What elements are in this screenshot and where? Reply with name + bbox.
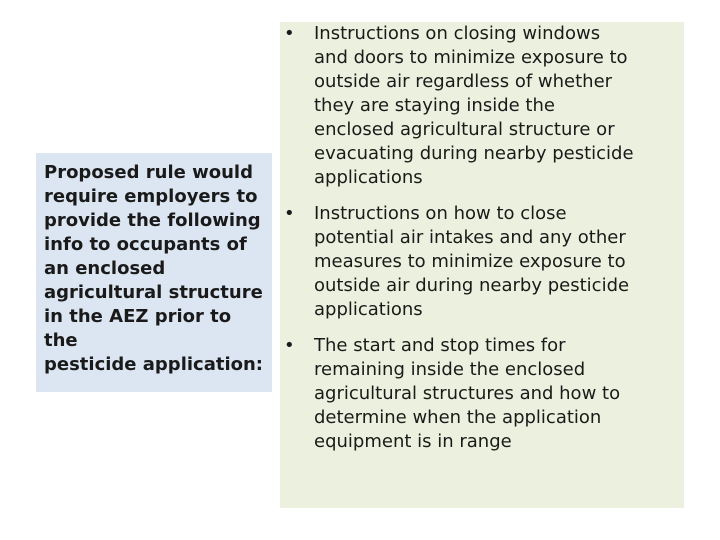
bullet-icon: • xyxy=(284,203,295,224)
requirement-text: The start and stop times for remaining inside the enclosed agricultural structures and how to determine when the application equipment is in range xyxy=(314,335,621,452)
requirement-item-windows xyxy=(280,22,680,190)
requirement-text: Instructions on how to close potential air intakes and any other measures to minimize exposure to outside air during nearby pesticide applications xyxy=(314,203,630,320)
bullet-icon: • xyxy=(284,335,295,356)
requirements-panel xyxy=(280,22,684,508)
requirement-item-air-intakes xyxy=(280,202,680,322)
bullet-icon: • xyxy=(284,23,295,44)
requirement-text: Instructions on closing windows and doors to minimize exposure to outside air regardless of whether they are staying inside the enclosed agricultural structure or evacuating during nearby pesticide applications xyxy=(314,23,634,188)
intro-text: Proposed rule would require employers to provide the following info to occupants of an enclosed agricultural structure in the AEZ prior to the pesticide application: xyxy=(44,162,264,375)
requirement-item-start-stop-times xyxy=(280,334,680,454)
requirements-list xyxy=(280,22,680,454)
intro-panel xyxy=(36,153,272,392)
